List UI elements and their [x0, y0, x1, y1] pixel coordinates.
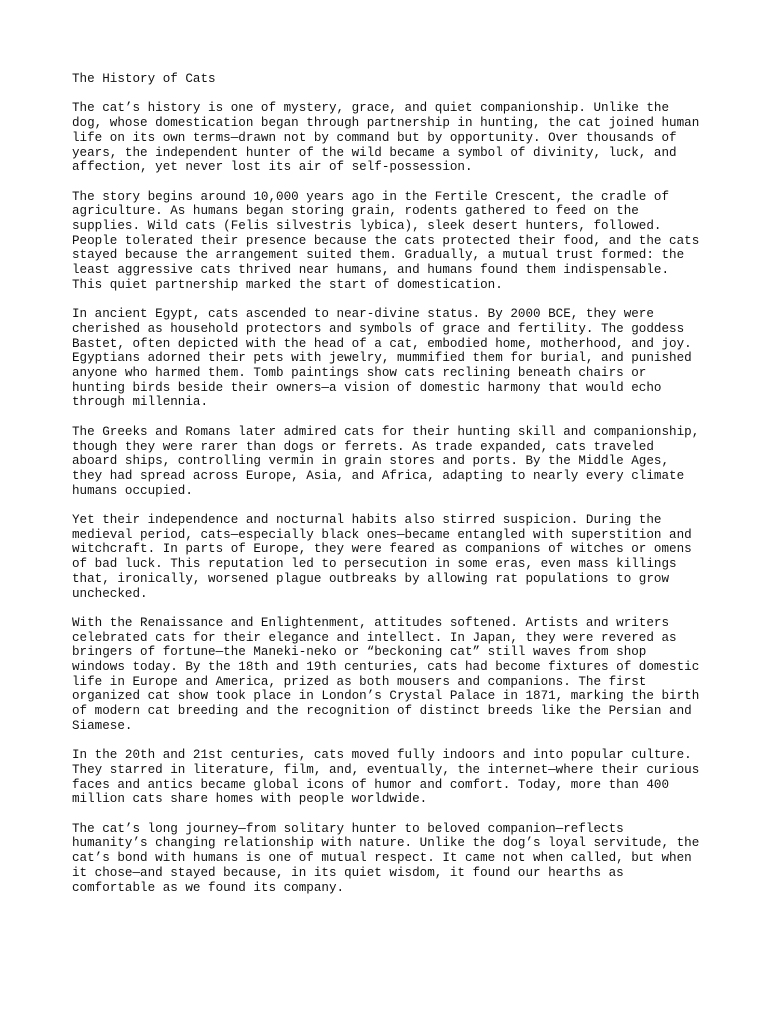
paragraph-ancient-egypt: In ancient Egypt, cats ascended to near-divine status. By 2000 BCE, they were cherished as household protectors and symbols of grace and fertility. The goddess Bastet, often depicted with the head of a cat, embodied home, motherhood, and joy. Egyptians adorned their pets with jewelry, mummified them for burial, and punished anyone who harmed them. Tomb paintings show cats reclining beneath chairs or hunting birds beside their owners—a vision of domestic harmony that would echo through millennia.: [72, 307, 692, 410]
paragraph-fertile-crescent: The story begins around 10,000 years ago in the Fertile Crescent, the cradle of agriculture. As humans began storing grain, rodents gathered to feed on the supplies. Wild cats (Felis silvestris lybica), sleek desert hunters, followed. People tolerated their presence because the cats protected their food, and the cats stayed because the arrangement suited them. Gradually, a mutual trust formed: the least aggressive cats thrived near humans, and humans found them indispensable. This quiet partnership marked the start of domestication.: [72, 189, 700, 292]
paragraph-conclusion: The cat’s long journey—from solitary hunter to beloved companion—reflects humanity’s changing relationship with nature. Unlike the dog’s loyal servitude, the cat’s bond with humans is one of mutual respect. It came not when called, but when it chose—and stayed because, in its quiet wisdom, it found our hearths as comfortable as we found its company.: [72, 821, 700, 895]
paragraph-modern-era: In the 20th and 21st centuries, cats moved fully indoors and into popular culture. They starred in literature, film, and, eventually, the internet—where their curious faces and antics became global icons of humor and comfort. Today, more than 400 million cats share homes with people worldwide.: [72, 748, 700, 807]
document-page: [72, 72, 702, 910]
paragraph-renaissance: With the Renaissance and Enlightenment, attitudes softened. Artists and writers celebrated cats for their elegance and intellect. In Japan, they were revered as bringers of fortune—the Maneki-neko or “beckoning cat” still waves from shop windows today. By the 18th and 19th centuries, cats had become fixtures of domestic life in Europe and America, prized as both mousers and companions. The first organized cat show took place in London’s Crystal Palace in 1871, marking the birth of modern cat breeding and the recognition of distinct breeds like the Persian and Siamese.: [72, 615, 700, 733]
document-title: The History of Cats: [72, 72, 216, 86]
paragraph-greeks-romans: The Greeks and Romans later admired cats for their hunting skill and companionship, though they were rarer than dogs or ferrets. As trade expanded, cats traveled aboard ships, controlling vermin in grain stores and ports. By the Middle Ages, they had spread across Europe, Asia, and Africa, adapting to nearly every climate humans occupied.: [72, 424, 700, 498]
paragraph-medieval: Yet their independence and nocturnal habits also stirred suspicion. During the medieval period, cats—especially black ones—became entangled with superstition and witchcraft. In parts of Europe, they were feared as companions of witches or omens of bad luck. This reputation led to persecution in some eras, even mass killings that, ironically, worsened plague outbreaks by allowing rat populations to grow unchecked.: [72, 513, 692, 601]
paragraph-intro: The cat’s history is one of mystery, grace, and quiet companionship. Unlike the dog, whose domestication began through partnership in hunting, the cat joined human life on its own terms—drawn not by command but by opportunity. Over thousands of years, the independent hunter of the wild became a symbol of divinity, luck, and affection, yet never lost its air of self-possession.: [72, 101, 700, 175]
